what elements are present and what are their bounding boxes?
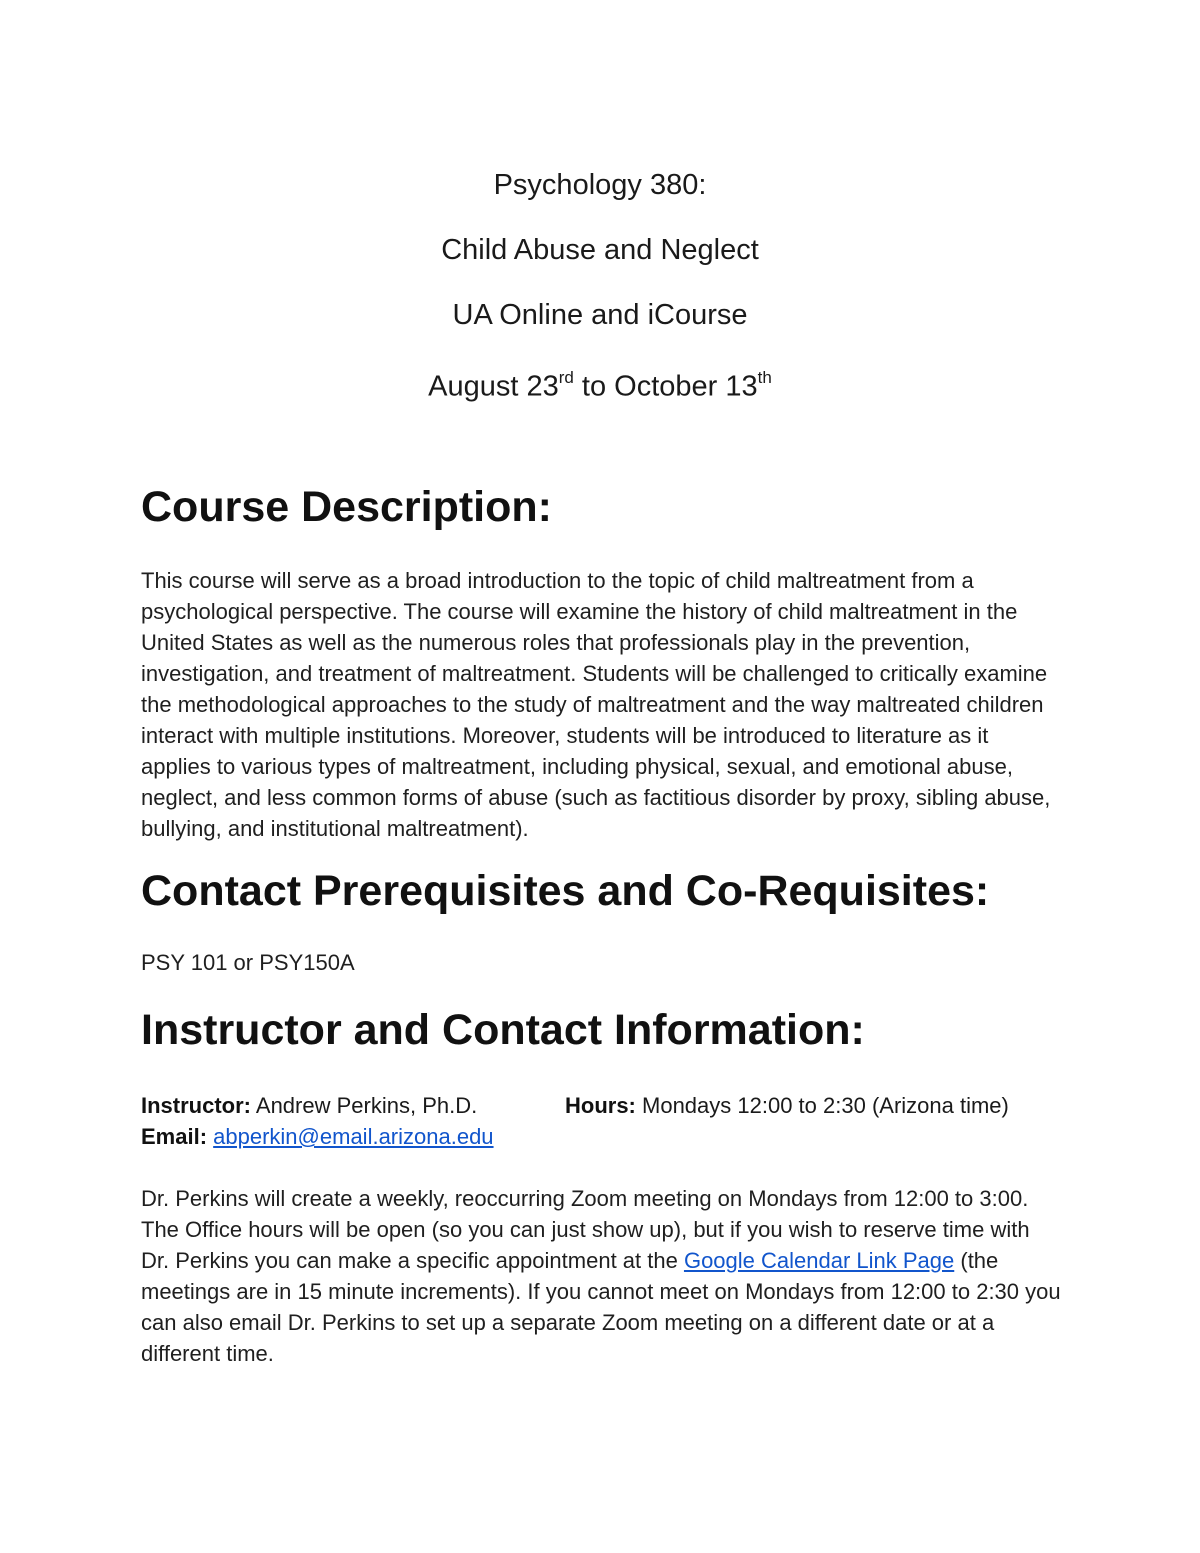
office-hours [565,1090,1009,1121]
email-link[interactable]: abperkin@email.arizona.edu [213,1124,494,1149]
course-dates [0,358,1200,409]
end-date: to October 13 [573,370,758,403]
hours-value: Mondays 12:00 to 2:30 (Arizona time) [635,1093,1009,1118]
office-hours-paragraph [141,1183,1061,1369]
course-description-section [141,482,1061,844]
title-block [0,163,1200,430]
prerequisites-heading: Contact Prerequisites and Co-Requisites: [141,867,990,915]
instructor-section [141,1005,1061,1369]
email-label: Email: [141,1124,208,1149]
course-format: UA Online and iCourse [452,299,748,331]
hours-label: Hours: [565,1093,636,1118]
email-row [141,1121,1061,1152]
instructor-value: Andrew Perkins, Ph.D. [251,1093,478,1118]
end-date-suffix: th [757,368,772,387]
office-text-part-1: Dr. Perkins will create a weekly, reoccurring Zoom meeting on Mondays from 12:00 to 3:00. The Office hours will be open (so you can just show up), but if you wish to reserve time with Dr. Perkins you can make a specific appointment at the [141,1186,1030,1273]
instructor-hours-row [141,1090,1061,1121]
start-date: August 23 [428,370,559,403]
instructor-label: Instructor: [141,1093,251,1118]
start-date-suffix: rd [558,368,574,387]
prerequisites-section [141,866,1061,978]
instructor-name [141,1090,565,1121]
course-title: Child Abuse and Neglect [441,234,759,266]
google-calendar-link[interactable]: Google Calendar Link Page [683,1248,955,1273]
course-description-heading: Course Description: [141,483,552,531]
course-description-body: This course will serve as a broad introduction to the topic of child maltreatment from a psychological perspective. The course will examine the history of child maltreatment in the United States as well as the numerous roles that professionals play in the prevention, investigation, and treatment of maltreatment. Students will be challenged to critically examine the methodological approaches to the study of maltreatment and the way maltreated children interact with multiple institutions. Moreover, students will be introduced to literature as it applies to various types of maltreatment, including physical, sexual, and emotional abuse, neglect, and less common forms of abuse (such as factitious disorder by proxy, sibling abuse, bullying, and institutional maltreatment). [141,568,1051,841]
instructor-heading: Instructor and Contact Information: [141,1006,865,1054]
office-text-part-2: (the meetings are in 15 minute increments). If you cannot meet on Mondays from 12:00 to 2:30 you can also email Dr. Perkins to set up a separate Zoom meeting on a different date or at a different time. [141,1248,1061,1366]
course-code: Psychology 380: [493,169,707,201]
prerequisites-body: PSY 101 or PSY150A [141,950,355,975]
